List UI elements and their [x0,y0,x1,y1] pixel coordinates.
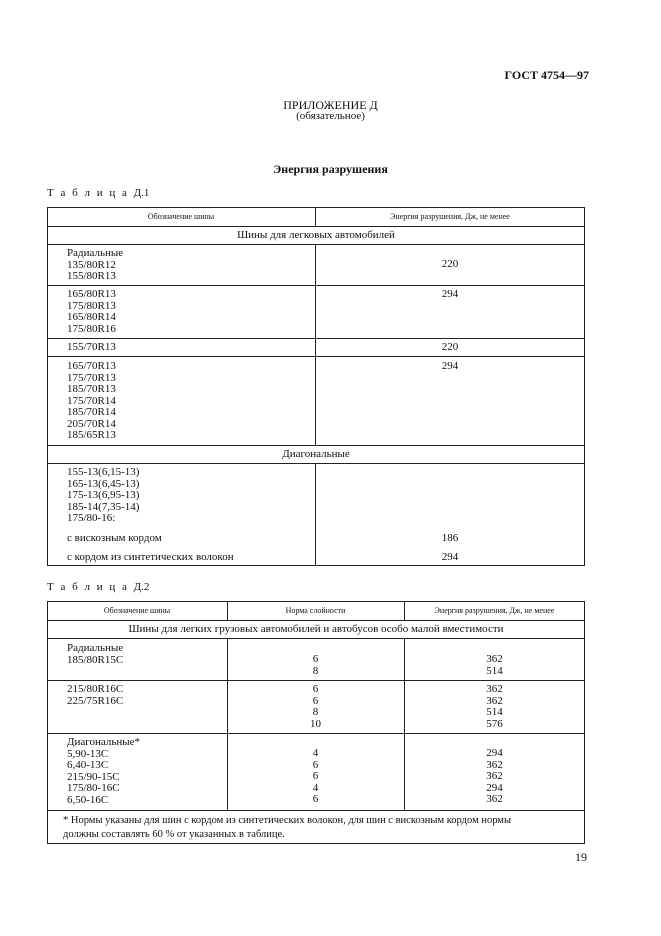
ply-rating: 6 [312,793,319,805]
tire-designation: 215/80R16C [67,683,124,695]
table-row [67,342,116,354]
tire-designation: 165/70R13 [67,360,116,372]
tire-designation: 165/80R13 [67,288,116,300]
ply-rating: 4 [312,781,319,794]
footnote-line: должны составлять 60 % от указанных в таблице. [63,829,285,840]
tire-designation: 215/90-15C [67,770,120,783]
tire-designation: 155-13(6,15-13) [67,466,140,478]
appendix-title: ПРИЛОЖЕНИЕ Д [283,98,378,112]
tire-designation: 175/70R14 [67,394,116,407]
table2-divider [47,733,585,734]
ply-rating-cell [227,684,404,730]
table1-group-passenger: Шины для легковых автомобилей [237,229,395,241]
tire-designation: 6,50-16C [67,793,109,806]
footnote-line: * Нормы указаны для шин с кордом из синтетических волокон, для шин с вискозным кордом нормы [63,815,511,826]
tire-designation: с кордом из синтетических волокон [67,551,234,563]
document-code: ГОСТ 4754—97 [504,68,589,82]
tire-designation: 225/75R16C [67,694,124,707]
table1-divider [47,356,585,357]
table-row [67,361,116,442]
energy-value: 220 [441,258,459,270]
energy-value: 220 [441,341,459,353]
ply-rating: 4 [312,747,319,759]
tire-designation: Диагональные* [67,736,141,748]
ply-rating: 6 [312,694,319,707]
energy-cell [404,684,585,730]
tire-designation: 175/80R13 [67,299,116,312]
tire-designation: 165-13(6,45-13) [67,477,140,490]
energy-value: 294 [441,551,459,563]
table-row [67,248,123,283]
table-row [67,737,140,806]
ply-rating: 6 [312,683,319,695]
section-title: Энергия разрушения [273,162,388,176]
tire-designation: Радиальные [67,642,124,654]
energy-value: 186 [441,532,459,544]
energy-value: 362 [486,683,503,695]
table-row [67,467,139,525]
table1-divider [47,338,585,339]
table-row [67,684,123,707]
energy-value: 514 [486,706,503,718]
table1-number: Д.1 [133,187,150,199]
tire-designation: 185/70R13 [67,383,116,395]
table2-divider [47,620,585,621]
energy-value: 362 [486,694,503,707]
tire-designation: 175-13(6,95-13) [67,489,140,501]
tire-designation: с вискозным кордом [67,532,162,544]
tire-designation: 205/70R14 [67,417,116,430]
table1-vdivider [315,463,316,566]
tire-designation: 175/80R16 [67,322,116,335]
tire-designation: 185/65R13 [67,429,116,441]
energy-value: 514 [486,664,503,677]
table2-divider [47,638,585,639]
table1-divider [47,244,585,245]
table2-col-energy: Энергия разрушения, Дж, не менее [434,606,555,615]
tire-designation: 165/80R14 [67,311,116,323]
ply-rating: 8 [312,664,319,677]
energy-value: 294 [441,360,459,372]
table1-divider [47,463,585,464]
table-row [67,643,123,666]
table1-col-energy: Энергия разрушения, Дж, не менее [390,212,510,221]
tire-designation: 185/70R14 [67,406,116,418]
page-number: 19 [575,850,587,864]
energy-value: 362 [486,653,503,665]
table2-divider [47,680,585,681]
tire-designation: Радиальные [67,247,124,259]
table2-label [47,581,149,593]
tire-designation: 135/80R12 [67,258,116,271]
table1-label [47,187,149,199]
tire-designation: 155/70R13 [67,341,116,353]
energy-value: 294 [486,781,503,794]
ply-rating: 10 [310,717,321,730]
ply-rating: 6 [312,770,319,782]
energy-value: 576 [486,717,503,730]
energy-cell [404,748,585,806]
table2-footnote [63,814,511,842]
ply-rating: 8 [312,706,319,718]
appendix-subtitle: (обязательное) [296,110,365,122]
table2-divider [47,810,585,811]
energy-value: 294 [441,288,459,300]
table1-divider [47,285,585,286]
table2-group-light-trucks: Шины для легких грузовых автомобилей и автобусов особо малой вместимости [128,623,504,635]
table1-group-bias: Диагональные [282,448,350,460]
energy-value: 362 [486,793,503,805]
table2-number: Д.2 [133,581,150,593]
table-row [67,289,116,335]
tire-designation: 6,40-13C [67,759,109,771]
energy-cell [404,654,585,677]
energy-value: 294 [486,747,503,759]
table2-label-word: Т а б л и ц а [47,581,129,593]
table1-divider [47,445,585,446]
ply-rating-cell [227,654,404,677]
tire-designation: 175/70R13 [67,371,116,384]
table2-col-tire: Обозначение шины [103,606,171,615]
table1-col-tire: Обозначение шины [147,212,215,221]
table1-divider [47,226,585,227]
table2-col-ply: Норма слойности [285,606,346,615]
tire-designation: 185-14(7,35-14) [67,500,140,513]
tire-designation: 175/80-16: [67,512,116,524]
ply-rating: 6 [312,758,319,771]
tire-designation: 5,90-13C [67,747,109,760]
energy-value: 362 [486,758,503,771]
ply-rating: 6 [312,653,319,665]
tire-designation: 185/80R15C [67,653,124,666]
tire-designation: 175/80-16C [67,782,120,794]
ply-rating-cell [227,748,404,806]
energy-value: 362 [486,770,503,782]
table1-label-word: Т а б л и ц а [47,187,129,199]
tire-designation: 155/80R13 [67,270,116,282]
